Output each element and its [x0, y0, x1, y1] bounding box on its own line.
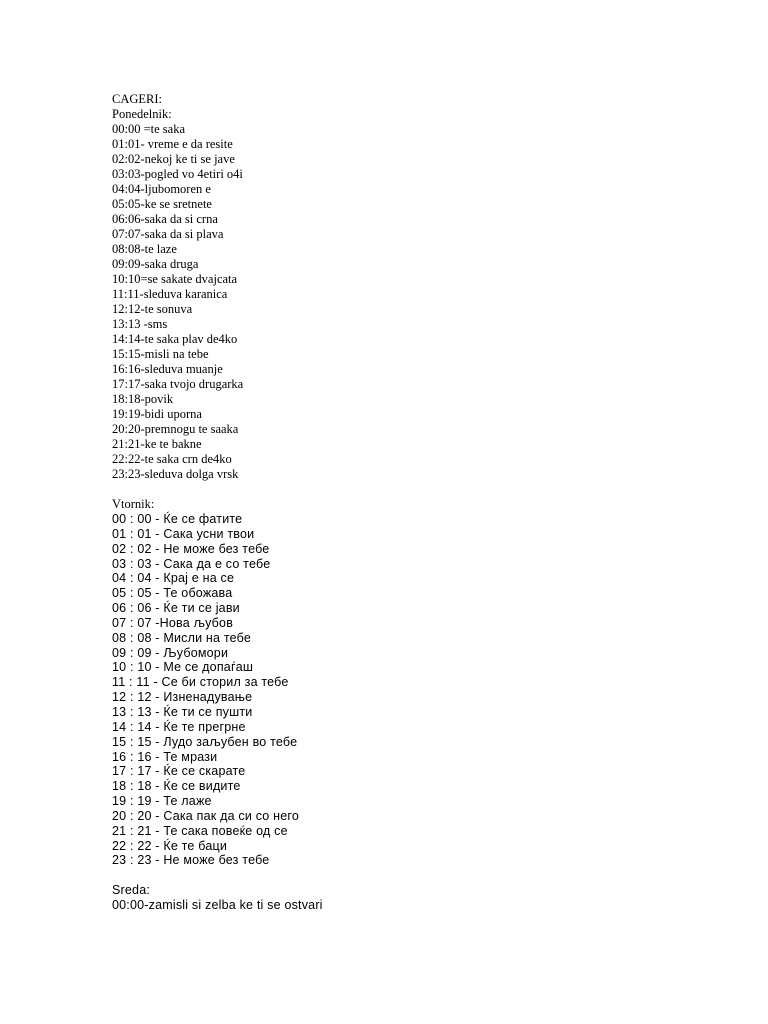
list-item: 10:10=se sakate dvajcata: [112, 272, 238, 286]
list-item: 17 : 17 - Ќе се скарате: [112, 764, 246, 779]
list-item: 06:06-saka da si crna: [112, 212, 218, 226]
list-item: 02 : 02 - Не може без тебе: [112, 541, 270, 556]
list-item: 13:13 -sms: [112, 317, 168, 331]
list-item: 18:18-povik: [112, 392, 174, 406]
list-item: 19 : 19 - Те лаже: [112, 794, 212, 809]
section-heading: Ponedelnik:: [112, 107, 172, 121]
list-item: 04:04-ljubomoren e: [112, 182, 211, 196]
list-item: 21:21-ke te bakne: [112, 437, 202, 451]
section-lines: [112, 898, 712, 913]
list-item: 23 : 23 - Не може без тебе: [112, 853, 270, 868]
list-item: 22 : 22 - Ќе те баци: [112, 838, 228, 853]
list-item: 19:19-bidi uporna: [112, 407, 202, 421]
list-item: 07 : 07 -Нова љубов: [112, 615, 234, 630]
list-item: 15:15-misli na tebe: [112, 347, 209, 361]
list-item: 08:08-te laze: [112, 242, 177, 256]
section-lines: [112, 512, 712, 868]
list-item: 05 : 05 - Те обожава: [112, 586, 233, 601]
list-item: 10 : 10 - Ме се допаѓаш: [112, 660, 254, 675]
section-gap: [112, 482, 712, 497]
list-item: 09 : 09 - Љубомори: [112, 645, 229, 660]
list-item: 17:17-saka tvojo drugarka: [112, 377, 244, 391]
section-vtornik: [112, 512, 712, 868]
list-item: 07:07-saka da si plava: [112, 227, 224, 241]
list-item: 11 : 11 - Се би сторил за тебе: [112, 675, 289, 690]
list-item: 13 : 13 - Ќе ти се пушти: [112, 704, 253, 719]
list-item: 02:02-nekoj ke ti se jave: [112, 152, 235, 166]
section-sreda: [112, 883, 712, 913]
list-item: 08 : 08 - Мисли на тебе: [112, 630, 252, 645]
section-vtornik-heading-wrap: [112, 497, 712, 512]
list-item: 00:00 =te saka: [112, 122, 186, 136]
list-item: 00 : 00 - Ќе се фатите: [112, 512, 243, 526]
section-heading: Sreda:: [112, 883, 151, 898]
section-gap: [112, 868, 712, 883]
list-item: 14 : 14 - Ќе те прегрне: [112, 719, 246, 734]
list-item: 06 : 06 - Ќе ти се јави: [112, 601, 240, 616]
list-item: 22:22-te saka crn de4ko: [112, 452, 232, 466]
list-item: 12:12-te sonuva: [112, 302, 193, 316]
document-title: CAGERI:: [112, 92, 162, 106]
list-item: 03:03-pogled vo 4etiri o4i: [112, 167, 243, 181]
list-item: 15 : 15 - Лудо заљубен во тебе: [112, 734, 298, 749]
list-item: 11:11-sleduva karanica: [112, 287, 228, 301]
list-item: 14:14-te saka plav de4ko: [112, 332, 238, 346]
list-item: 00:00-zamisli si zelba ke ti se ostvari: [112, 898, 323, 913]
list-item: 20:20-premnogu te saaka: [112, 422, 239, 436]
list-item: 09:09-saka druga: [112, 257, 199, 271]
list-item: 16 : 16 - Те мрази: [112, 749, 218, 764]
list-item: 03 : 03 - Сака да е со тебе: [112, 556, 271, 571]
section-heading: Vtornik:: [112, 497, 155, 511]
list-item: 04 : 04 - Крај е на се: [112, 571, 235, 586]
section-lines: [112, 122, 712, 482]
list-item: 12 : 12 - Изненадување: [112, 690, 253, 705]
list-item: 21 : 21 - Те сака повеќе од се: [112, 823, 288, 838]
list-item: 05:05-ke se sretnete: [112, 197, 212, 211]
list-item: 01:01- vreme e da resite: [112, 137, 233, 151]
document-page: [112, 92, 712, 913]
section-ponedelnik: [112, 92, 712, 482]
list-item: 23:23-sleduva dolga vrsk: [112, 467, 239, 481]
list-item: 18 : 18 - Ќе се видите: [112, 779, 241, 794]
list-item: 20 : 20 - Сака пак да си со него: [112, 808, 300, 823]
list-item: 01 : 01 - Сака усни твои: [112, 526, 255, 541]
list-item: 16:16-sleduva muanje: [112, 362, 223, 376]
